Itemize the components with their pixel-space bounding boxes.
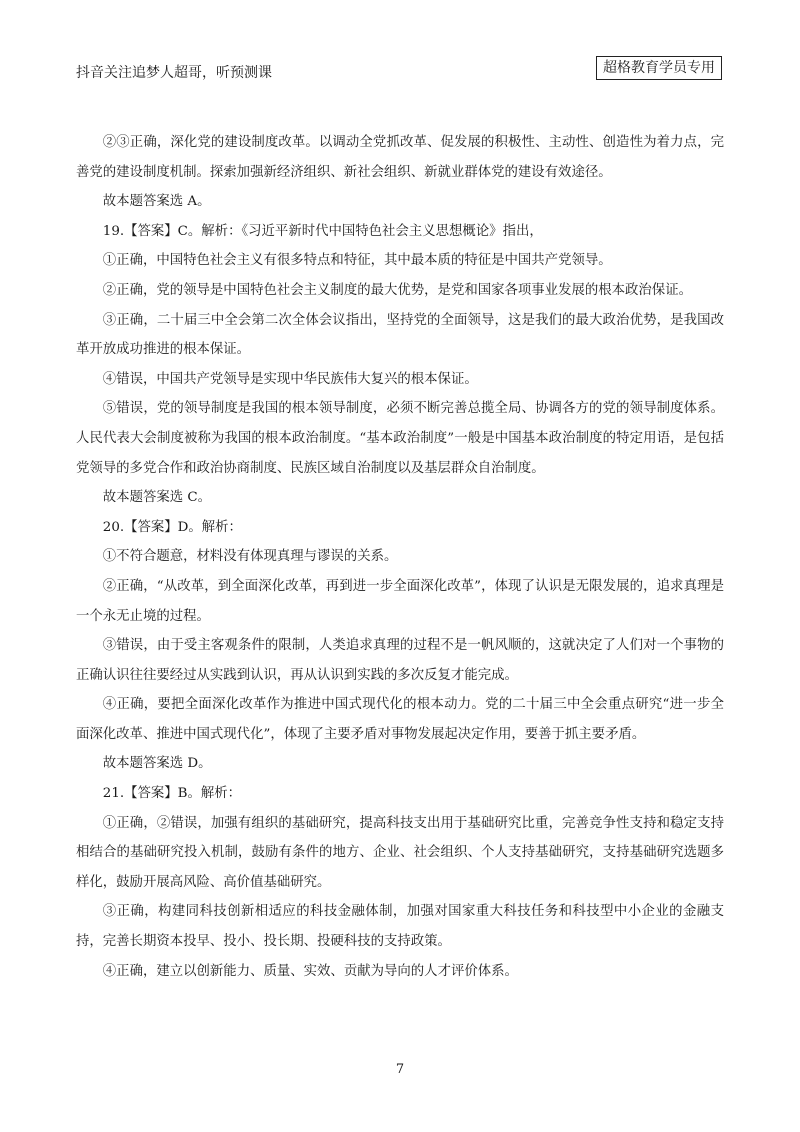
paragraph: ①不符合题意，材料没有体现真理与谬误的关系。 [102, 549, 398, 565]
header-promo-text: 抖音关注追梦人超哥，听预测课 [76, 65, 272, 81]
paragraph: ②正确，党的领导是中国特色社会主义制度的最大优势，是党和国家各项事业发展的根本政治保证。 [102, 282, 692, 298]
paragraph: ②③正确，深化党的建设制度改革。以调动全党抓改革、促发展的积极性、主动性、创造性为着力点，完善党的建设制度机制。探索加强新经济组织、新社会组织、新就业群体党的建设有效途径。 [76, 135, 724, 180]
document-body [76, 128, 724, 986]
paragraph: ③正确，二十届三中全会第二次全体会议指出，坚持党的全面领导，这是我们的最大政治优势，是我国改革开放成功推进的根本保证。 [76, 312, 724, 358]
paragraph: ③正确，构建同科技创新相适应的科技金融体制，加强对国家重大科技任务和科技型中小企业的金融支持，完善长期资本投早、投小、投长期、投硬科技的支持政策。 [76, 904, 724, 950]
paragraph: ④正确，要把全面深化改革作为推进中国式现代化的根本动力。党的二十届三中全会重点研究“进一步全面深化改革、推进中国式现代化”，体现了主要矛盾对事物发展起决定作用，要善于抓主要矛盾。 [76, 697, 724, 742]
paragraph: ②正确，“从改革，到全面深化改革，再到进一步全面深化改革”，体现了认识是无限发展的，追求真理是一个永无止境的过程。 [76, 578, 724, 624]
paragraph: 21.【答案】B。解析： [102, 786, 242, 802]
paragraph: ①正确，中国特色社会主义有很多特点和特征，其中最本质的特征是中国共产党领导。 [102, 253, 612, 269]
paragraph: 故本题答案选 D。 [102, 756, 212, 772]
page-number: 7 [395, 1062, 405, 1077]
paragraph: 19.【答案】C。解析：《习近平新时代中国特色社会主义思想概论》指出， [102, 223, 543, 239]
paragraph: ③错误，由于受主客观条件的限制，人类追求真理的过程不是一帆风顺的，这就决定了人们对一个事物的正确认识往往要经过从实践到认识，再从认识到实践的多次反复才能完成。 [76, 638, 724, 683]
paragraph: ①正确，②错误，加强有组织的基础研究，提高科技支出用于基础研究比重，完善竞争性支持和稳定支持相结合的基础研究投入机制，鼓励有条件的地方、企业、社会组织、个人支持基础研究，支持基础研究选题多样化，鼓励开展高风险、高价值基础研究。 [76, 815, 724, 890]
paragraph: 故本题答案选 A。 [102, 194, 211, 210]
paragraph: 故本题答案选 C。 [102, 490, 212, 506]
paragraph: ④错误，中国共产党领导是实现中华民族伟大复兴的根本保证。 [102, 371, 478, 387]
paragraph: ⑤错误，党的领导制度是我国的根本领导制度，必须不断完善总揽全局、协调各方的党的领导制度体系。人民代表大会制度被称为我国的根本政治制度。“基本政治制度”一般是中国基本政治制度的特定用语，是包括党领导的多党合作和政治协商制度、民族区域自治制度以及基层群众自治制度。 [76, 401, 724, 476]
paragraph: ④正确，建立以创新能力、质量、实效、贡献为导向的人才评价体系。 [102, 963, 518, 979]
paragraph: 20.【答案】D。解析： [102, 519, 242, 535]
header-label-box: 超格教育学员专用 [596, 56, 722, 80]
